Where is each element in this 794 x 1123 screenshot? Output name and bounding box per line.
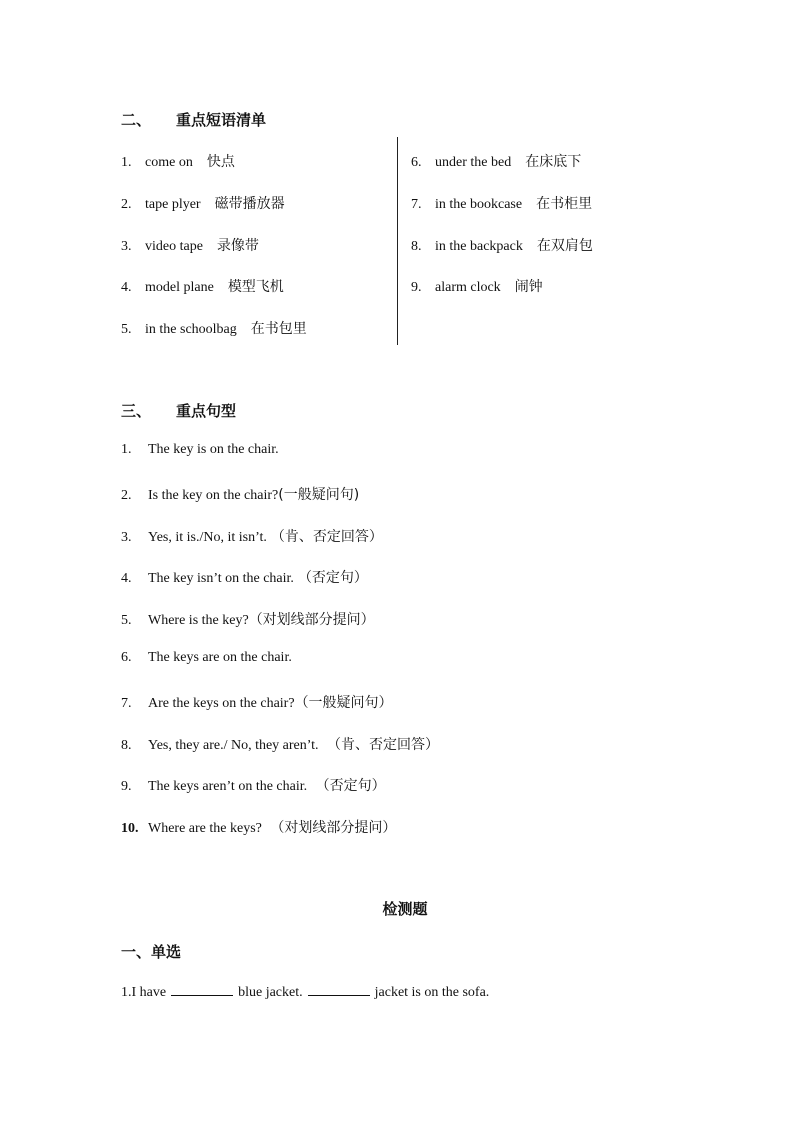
sentence-number: 5.	[121, 613, 132, 628]
sentence-number: 2.	[121, 488, 132, 503]
phrase-number: 6.	[411, 155, 422, 170]
phrase-chinese: 在双肩包	[536, 238, 593, 254]
section-2-number: 二、	[121, 111, 152, 129]
answer-blank[interactable]	[308, 983, 370, 996]
column-divider	[397, 137, 398, 345]
sentence-english: The keys are on the chair.	[148, 650, 292, 665]
phrase-english: in the schoolbag	[145, 322, 237, 337]
sentence-item	[121, 775, 386, 795]
sentence-item	[121, 567, 368, 587]
section-3-title: 重点句型	[176, 402, 237, 420]
phrase-item	[121, 235, 259, 255]
sentence-item	[121, 692, 393, 712]
phrase-item	[121, 193, 285, 213]
phrase-item	[121, 276, 284, 296]
phrase-item	[121, 151, 235, 171]
phrase-english: in the backpack	[435, 239, 523, 254]
phrase-item	[411, 276, 543, 296]
phrase-item	[411, 193, 592, 213]
sentence-item	[121, 817, 396, 837]
phrase-number: 1.	[121, 155, 132, 170]
question-text-middle: blue jacket.	[238, 985, 303, 1000]
phrase-number: 3.	[121, 239, 132, 254]
sentence-english: Are the keys on the chair?	[148, 696, 295, 711]
sentence-item	[121, 441, 283, 458]
sentence-number: 3.	[121, 530, 132, 545]
sentence-note: （肯、否定回答）	[270, 529, 383, 545]
question-text-end: jacket is on the sofa.	[374, 985, 490, 1000]
phrase-chinese: 录像带	[216, 238, 259, 254]
phrase-item	[121, 318, 307, 338]
sentence-item	[121, 734, 439, 754]
phrase-item	[411, 235, 593, 255]
sentence-english: Yes, they are./ No, they aren’t.	[148, 738, 319, 753]
sentence-note: （肯、否定回答）	[322, 737, 440, 753]
quiz-title: 检测题	[382, 900, 428, 918]
sentence-note: （对划线部分提问）	[265, 820, 397, 836]
phrase-chinese: 在书柜里	[536, 196, 593, 212]
phrase-english: in the bookcase	[435, 197, 523, 212]
sentence-note: （一般疑问句）	[294, 695, 393, 711]
sentence-number: 8.	[121, 738, 132, 753]
sentence-english: Is the key on the chair?	[148, 488, 279, 503]
sentence-number: 1.	[121, 442, 132, 457]
phrase-chinese: 在书包里	[250, 321, 307, 337]
phrase-number: 7.	[411, 197, 422, 212]
section-3-heading	[121, 400, 236, 421]
phrase-english: come on	[145, 155, 193, 170]
phrase-number: 4.	[121, 280, 132, 295]
section-3-number: 三、	[121, 402, 152, 420]
quiz-question	[121, 983, 489, 1001]
sentence-note: (一般疑问句)	[278, 487, 360, 503]
sentence-note: （对划线部分提问）	[248, 612, 375, 628]
phrase-english: video tape	[145, 239, 203, 254]
sentence-note: （否定句）	[311, 778, 386, 794]
phrase-chinese: 在床底下	[525, 154, 582, 170]
answer-blank[interactable]	[171, 983, 233, 996]
sentence-number: 4.	[121, 571, 132, 586]
sentence-number: 9.	[121, 779, 132, 794]
phrase-chinese: 模型飞机	[227, 279, 284, 295]
sentence-english: Yes, it is./No, it isn’t.	[148, 530, 267, 545]
sentence-number: 6.	[121, 650, 132, 665]
sentence-english: The keys aren’t on the chair.	[148, 779, 308, 794]
sentence-english: The key is on the chair.	[148, 442, 279, 457]
phrase-chinese: 快点	[206, 154, 235, 170]
phrase-english: tape plyer	[145, 197, 201, 212]
section-2-heading	[121, 109, 266, 130]
quiz-part-1-heading: 一、单选	[121, 943, 182, 961]
phrase-english: alarm clock	[435, 280, 501, 295]
section-2-title: 重点短语清单	[176, 111, 267, 129]
sentence-english: The key isn’t on the chair.	[148, 571, 294, 586]
phrase-english: under the bed	[435, 155, 512, 170]
sentence-item	[121, 484, 359, 504]
phrase-item	[411, 151, 581, 171]
sentence-item	[121, 526, 383, 546]
phrase-number: 5.	[121, 322, 132, 337]
question-text-start: 1.I have	[121, 985, 167, 1000]
sentence-item	[121, 609, 375, 629]
sentence-english: Where is the key?	[148, 613, 249, 628]
phrase-chinese: 闹钟	[514, 279, 543, 295]
sentence-english: Where are the keys?	[148, 821, 262, 836]
phrase-chinese: 磁带播放器	[214, 196, 285, 212]
sentence-number: 7.	[121, 696, 132, 711]
sentence-number: 10.	[121, 821, 139, 836]
phrase-number: 9.	[411, 280, 422, 295]
phrase-number: 8.	[411, 239, 422, 254]
sentence-item	[121, 649, 296, 666]
sentence-note: （否定句）	[297, 570, 368, 586]
phrase-number: 2.	[121, 197, 132, 212]
phrase-english: model plane	[145, 280, 214, 295]
